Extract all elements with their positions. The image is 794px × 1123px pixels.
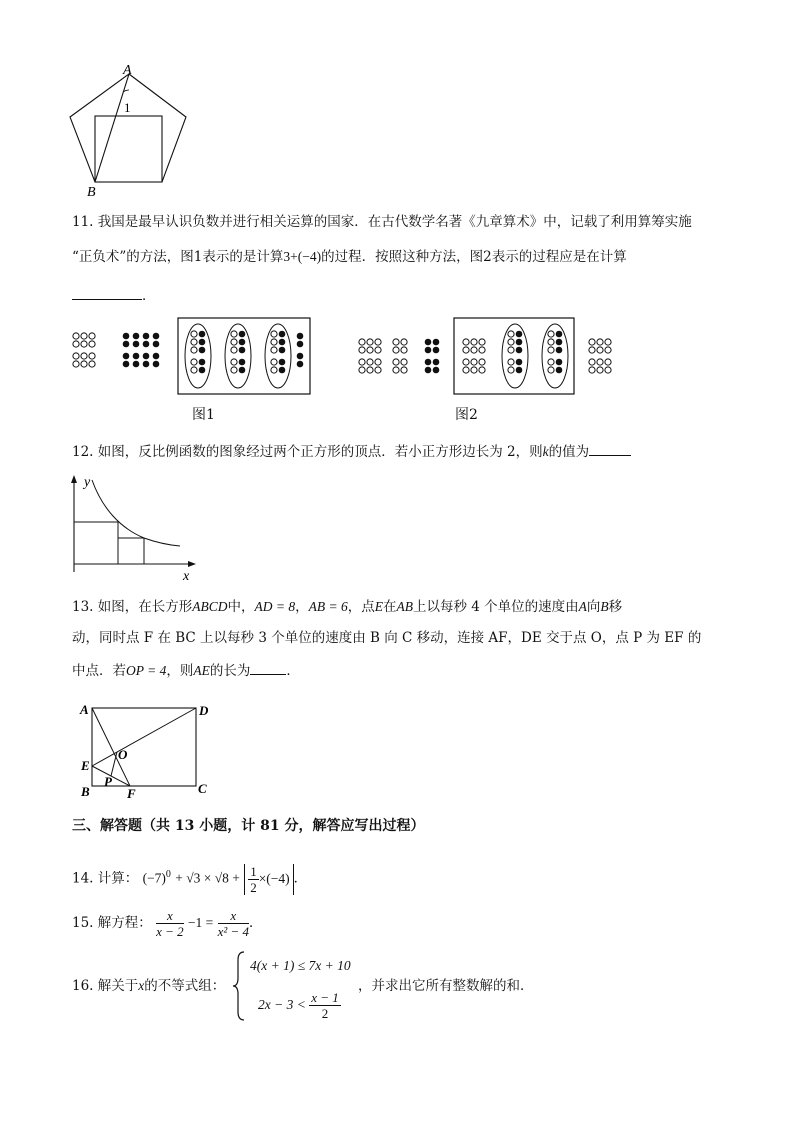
q13-line2: 动，同时点 F 在 BC 上以每秒 3 个单位的速度由 B 向 C 移动，连接 AF，DE 交于点 O，点 P 为 EF 的 <box>72 630 702 646</box>
q16-inequality-1: 4(x + 1) ≤ 7x + 10 <box>250 958 351 973</box>
q11-line1: 11. 我国是最早认识负数并进行相关运算的国家．在古代数学名著《九章算术》中，记载了利用算筹实施 <box>72 214 692 230</box>
q13-line1: 13. 如图，在长方形ABCD中，AD = 8，AB = 6，点E在AB上以每秒 4 个单位的速度由A向B移 <box>72 599 623 615</box>
answer-blank <box>589 441 631 456</box>
label-o: O <box>118 747 128 762</box>
counting-rods-figures <box>66 312 626 432</box>
rods-white-right-2 <box>589 339 611 373</box>
answer-blank <box>72 285 142 300</box>
rods-white-left-2 <box>359 339 407 373</box>
rods-black-left-2 <box>425 339 440 374</box>
segment-op <box>111 752 117 776</box>
fig2-caption: 图2 <box>455 407 478 423</box>
label-d: D <box>199 703 209 718</box>
large-square <box>74 522 118 564</box>
q14: 14. 计算： $(-7)^0 + √3 \times √8$ + $\frac{1}{2}$ ×(−4) ． <box>72 863 308 895</box>
x-axis-label: x <box>183 569 190 584</box>
figure-pentagon-square <box>60 62 200 202</box>
figure-1-box <box>178 318 310 394</box>
y-axis-label: y <box>84 475 91 490</box>
figure-rectangle-abcd <box>72 698 222 802</box>
label-b: B <box>87 185 96 200</box>
q16-inequality-2: 2x − 3 < $\frac{x - 1}{2}$ <box>258 990 339 1022</box>
q11-line2: “正负术”的方法，图1表示的是计算3+(−4)的过程．按照这种方法，图2表示的过程应是在计算 <box>72 249 627 265</box>
figure-2-rods-inside <box>463 339 485 373</box>
figure-1-oval-rods <box>191 331 303 374</box>
small-square <box>118 538 144 564</box>
q16-prefix: 16. 解关于x的不等式组： <box>72 978 226 994</box>
figure-1 <box>73 318 310 394</box>
label-c: C <box>198 781 207 796</box>
segment-ab <box>95 74 129 182</box>
q16-suffix: ，并求出它所有整数解的和． <box>358 978 534 994</box>
fig1-caption: 图1 <box>192 407 215 423</box>
figure-inverse-proportion <box>62 472 202 584</box>
label-b: B <box>81 784 90 799</box>
q15: 15. 解方程： $\frac{x}{x - 2}$ −1 = $\frac{x}{\text{x² − 4}}$ ． <box>72 908 263 939</box>
q13-line3: 中点．若OP = 4，则AE的长为 ． <box>72 660 300 681</box>
label-a: A <box>80 702 89 717</box>
q11-line3: ． <box>72 285 156 306</box>
figure-2-oval-rods <box>508 331 562 374</box>
segment-de <box>92 708 196 766</box>
brace-icon <box>232 950 246 1022</box>
rods-white-left <box>73 333 95 367</box>
figure-2 <box>359 318 611 394</box>
section-3-title: 三、解答题（共 13 小题，计 81 分，解答应写出过程） <box>72 818 425 834</box>
label-a: A <box>123 63 132 78</box>
hyperbola-curve <box>92 480 180 546</box>
figure-2-box <box>454 318 574 394</box>
label-angle-1: 1 <box>124 100 131 115</box>
label-f: F <box>127 786 136 801</box>
label-e: E <box>81 758 90 773</box>
label-p: P <box>104 774 112 789</box>
rods-black-left <box>123 333 160 368</box>
answer-blank <box>250 660 286 675</box>
q12-text: 12. 如图，反比例函数的图象经过两个正方形的顶点．若小正方形边长为 2，则k的值为 <box>72 441 631 462</box>
